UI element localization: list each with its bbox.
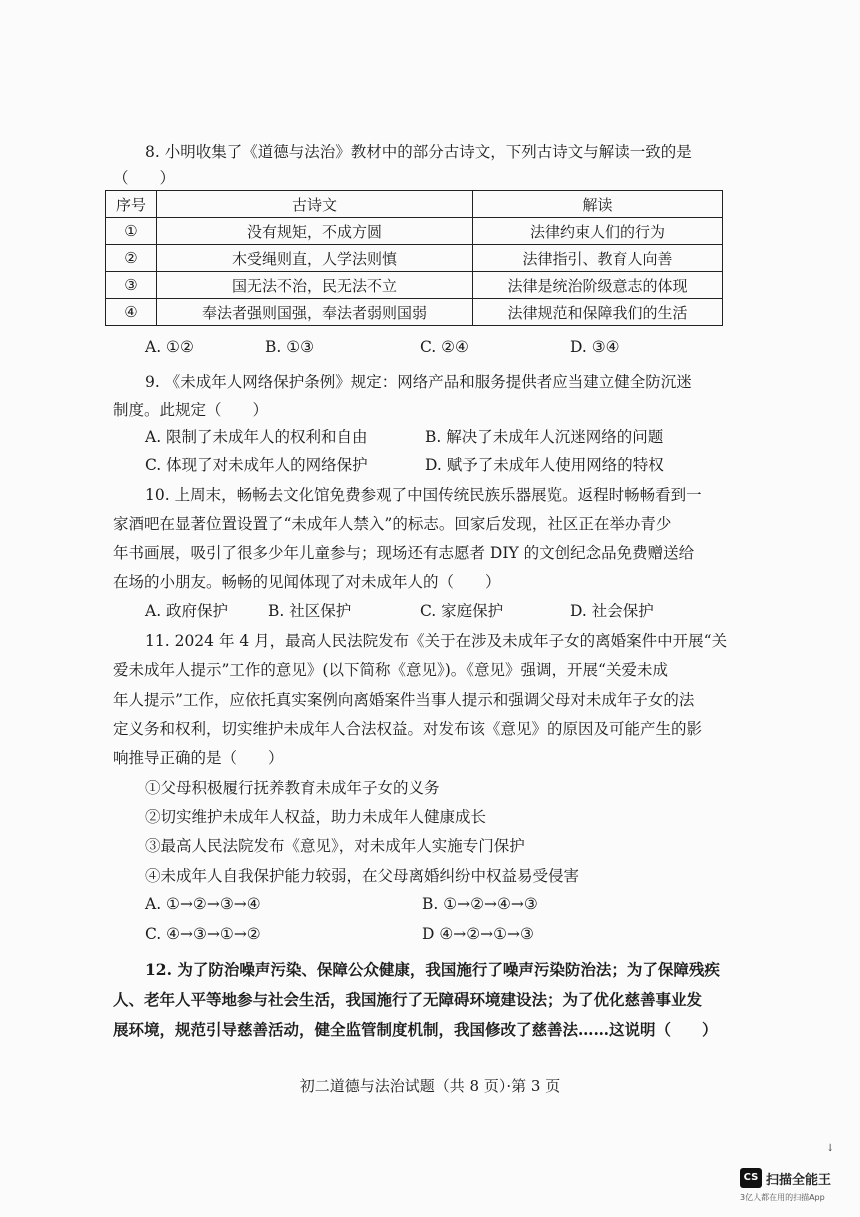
q10-line: 年书画展，吸引了很多少年儿童参与；现场还有志愿者 DIY 的文创纪念品免费赠送给 <box>113 544 695 562</box>
q11-line: 11. 2024 年 4 月，最高人民法院发布《关于在涉及未成年子女的离婚案件中开展“关 <box>145 632 728 650</box>
q10-option-c: C. 家庭保护 <box>420 602 504 620</box>
q11-option-b: B. ①→②→④→③ <box>422 895 538 913</box>
q9-stem-line1: 9. 《未成年人网络保护条例》规定：网络产品和服务提供者应当建立健全防沉迷 <box>145 373 692 391</box>
q11-line: 爱未成年人提示”工作的意见》(以下简称《意见》)。《意见》强调，开展“关爱未成 <box>113 661 668 679</box>
q9-option-c: C. 体现了对未成年人的网络保护 <box>145 456 368 474</box>
q8-option-c: C. ②④ <box>420 338 469 356</box>
cs-logo-icon: CS <box>740 1168 762 1188</box>
q9-option-a: A. 限制了未成年人的权利和自由 <box>145 428 368 446</box>
q11-option-c: C. ④→③→①→② <box>145 925 261 943</box>
q10-option-a: A. 政府保护 <box>145 602 229 620</box>
table-cell: 国无法不治，民无法不立 <box>157 272 473 299</box>
q8-paren: （ ） <box>113 169 176 187</box>
q10-line: 家酒吧在显著位置设置了“未成年人禁入”的标志。回家后发现，社区正在举办青少 <box>113 515 672 533</box>
q11-item: ②切实维护未成年人权益，助力未成年人健康成长 <box>145 808 487 826</box>
q11-option-d: D ④→②→①→③ <box>422 925 534 943</box>
q8-stem: 8. 小明收集了《道德与法治》教材中的部分古诗文，下列古诗文与解读一致的是 <box>145 143 692 161</box>
page-footer: 初二道德与法治试题（共 8 页）·第 3 页 <box>299 1077 561 1095</box>
q11-item: ③最高人民法院发布《意见》，对未成年人实施专门保护 <box>145 837 525 855</box>
q12-line: 展环境，规范引导慈善活动，健全监管制度机制，我国修改了慈善法……这说明（ ） <box>113 1020 718 1039</box>
table-cell: 木受绳则直，人学法则慎 <box>157 245 473 272</box>
table-cell: ① <box>106 218 157 245</box>
watermark-name: 扫描全能王 <box>766 1173 832 1188</box>
table-cell: ④ <box>106 299 157 326</box>
q12-line: 12. 为了防治噪声污染、保障公众健康，我国施行了噪声污染防治法；为了保障残疾 <box>145 960 720 979</box>
table-cell: ② <box>106 245 157 272</box>
q11-item: ①父母积极履行抚养教育未成年子女的义务 <box>145 779 440 797</box>
q11-line: 响推导正确的是（ ） <box>113 749 284 767</box>
q9-stem-line2: 制度。此规定（ ） <box>113 401 269 419</box>
table-header: 古诗文 <box>157 191 473 218</box>
q8-option-b: B. ①③ <box>265 338 315 356</box>
table-row <box>106 299 723 326</box>
q11-option-a: A. ①→②→③→④ <box>145 895 261 913</box>
q11-line: 年人提示”工作，应依托真实案例向离婚案件当事人提示和强调父母对未成年子女的法 <box>113 691 695 709</box>
table-row <box>106 245 723 272</box>
q10-line: 10. 上周末，畅畅去文化馆免费参观了中国传统民族乐器展览。返程时畅畅看到一 <box>145 486 702 504</box>
table-header: 解读 <box>473 191 723 218</box>
table-cell: 没有规矩，不成方圆 <box>157 218 473 245</box>
scan-mark: ↓ <box>826 1143 835 1154</box>
table-cell: 法律是统治阶级意志的体现 <box>473 272 723 299</box>
table-header: 序号 <box>106 191 157 218</box>
table-header-row <box>106 191 723 218</box>
q8-poem-table <box>105 190 723 326</box>
q12-line: 人、老年人平等地参与社会生活，我国施行了无障碍环境建设法；为了优化慈善事业发 <box>113 990 703 1009</box>
q10-option-d: D. 社会保护 <box>570 602 654 620</box>
q9-option-b: B. 解决了未成年人沉迷网络的问题 <box>425 428 664 446</box>
q10-line: 在场的小朋友。畅畅的见闻体现了对未成年人的（ ） <box>113 573 501 591</box>
q10-option-b: B. 社区保护 <box>268 602 352 620</box>
table-row <box>106 272 723 299</box>
table-cell: 法律约束人们的行为 <box>473 218 723 245</box>
q11-line: 定义务和权利，切实维护未成年人合法权益。对发布该《意见》的原因及可能产生的影 <box>113 720 703 738</box>
q9-option-d: D. 赋予了未成年人使用网络的特权 <box>425 456 664 474</box>
scanner-watermark <box>740 1168 850 1210</box>
table-cell: ③ <box>106 272 157 299</box>
table-cell: 法律指引、教育人向善 <box>473 245 723 272</box>
table-cell: 奉法者强则国强，奉法者弱则国弱 <box>157 299 473 326</box>
table-cell: 法律规范和保障我们的生活 <box>473 299 723 326</box>
q11-item: ④未成年人自我保护能力较弱，在父母离婚纠纷中权益易受侵害 <box>145 867 580 885</box>
q8-option-a: A. ①② <box>145 338 194 356</box>
watermark-tagline: 3亿人都在用的扫描App <box>740 1193 825 1202</box>
table-row <box>106 218 723 245</box>
q8-option-d: D. ③④ <box>570 338 620 356</box>
